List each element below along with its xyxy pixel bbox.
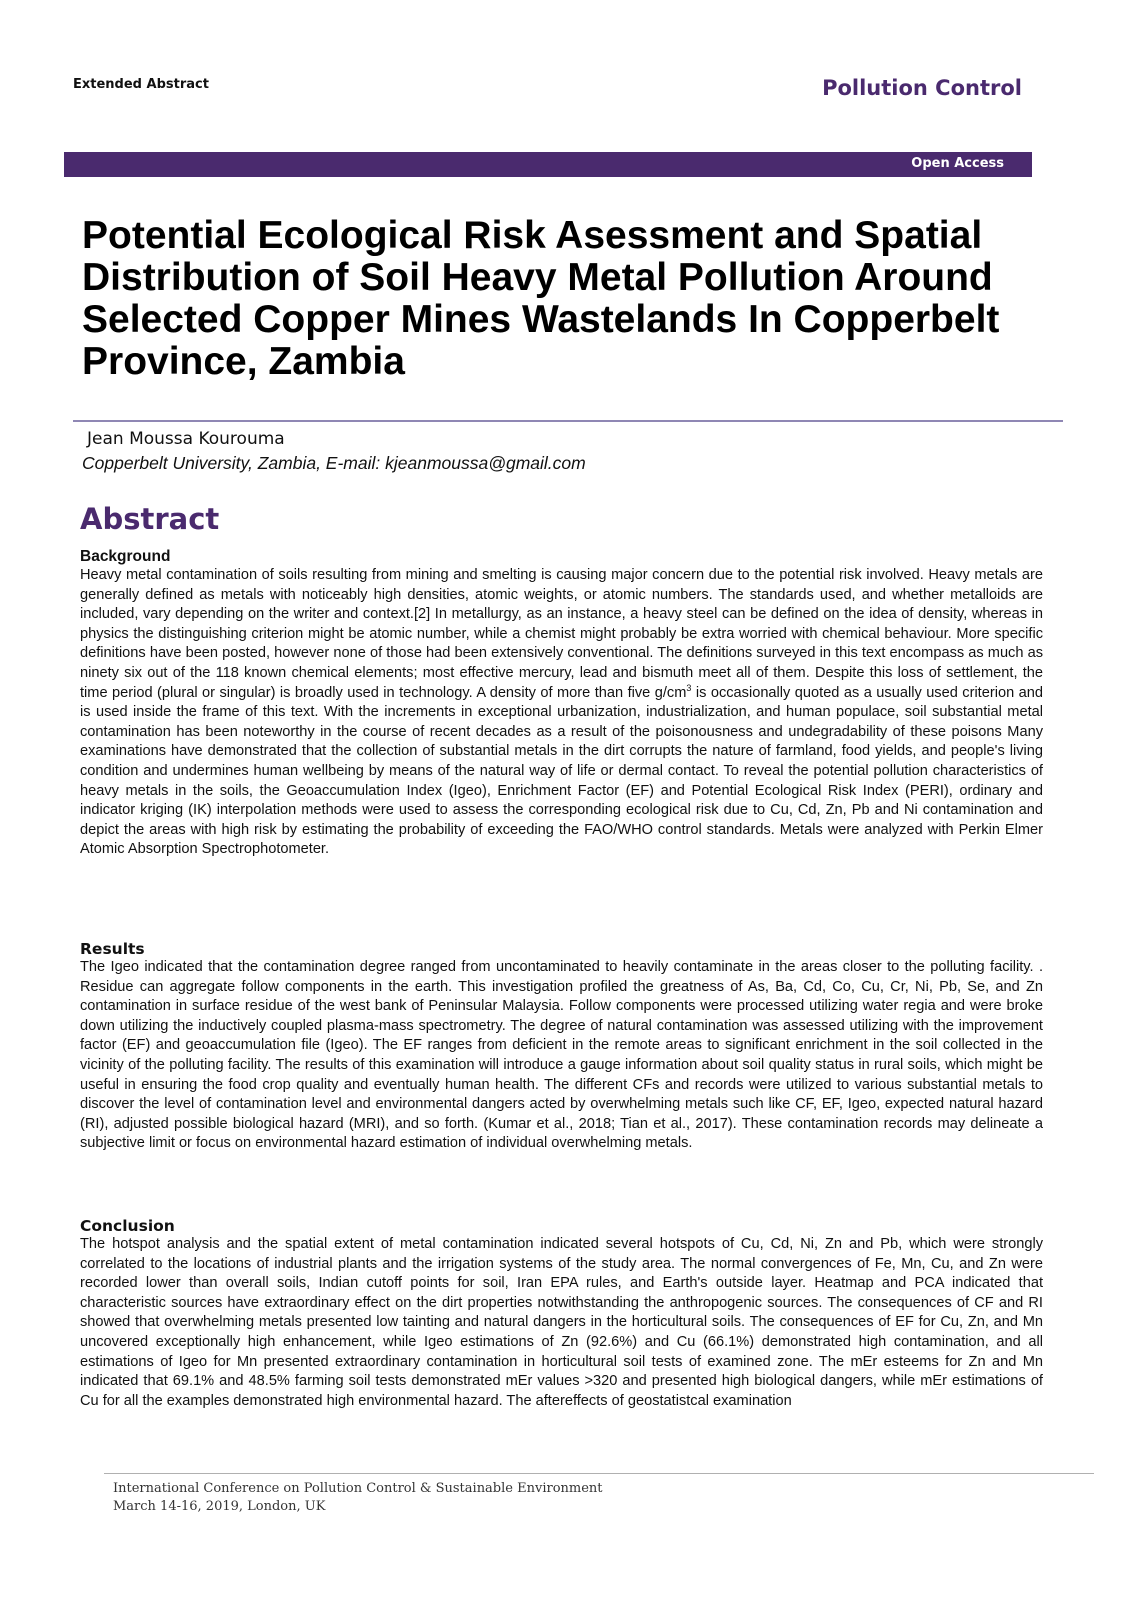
footer-date-place: March 14-16, 2019, London, UK [113, 1499, 326, 1514]
abstract-heading: Abstract [80, 502, 220, 536]
footer-divider [104, 1473, 1094, 1474]
density-superscript: 3 [686, 682, 692, 693]
background-heading: Background [80, 548, 171, 565]
conclusion-heading: Conclusion [80, 1217, 175, 1235]
header-band [64, 152, 1032, 177]
title-divider [73, 420, 1063, 422]
open-access-label: Open Access [911, 156, 1004, 171]
journal-name: Pollution Control [822, 76, 1022, 100]
background-paragraph [80, 566, 1043, 860]
author-affiliation: Copperbelt University, Zambia, E-mail: kjeanmoussa@gmail.com [82, 453, 586, 473]
results-paragraph: The Igeo indicated that the contamination degree ranged from uncontaminated to heavily contaminate in the areas closer to the polluting facility. . Residue can aggregate follow components in the earth. This investigation profiled the greatness of As, Ba, Cd, Co, Cu, Cr, Ni, Pb, Se, and Zn contamination in surface residue of the west bank of Peninsular Malaysia. Follow components were processed utilizing water regia and were broke down utilizing the inductively coupled plasma-mass spectrometry. The degree of natural contamination was assessed utilizing with the improvement factor (EF) and geoaccumulation file (Igeo). The EF ranges from deficient in the remote areas to significant enrichment in the soil collected in the vicinity of the polluting facility. The results of this examination will introduce a gauge information about soil quality status in rural soils, which might be useful in ensuring the food crop quality and eventually human health. The different CFs and records were utilized to various substantial metals to discover the level of contamination level and environmental dangers acted by overwhelming metals such like CF, EF, Igeo, expected natural hazard (RI), adjusted possible biological hazard (MRI), and so forth. (Kumar et al., 2018; Tian et al., 2017). These contamination records may delineate a subjective limit or focus on environmental hazard estimation of individual overwhelming metals. [80, 959, 1043, 1152]
footer-conference: International Conference on Pollution Control & Sustainable Environment [113, 1481, 603, 1496]
conclusion-paragraph: The hotspot analysis and the spatial extent of metal contamination indicated several hotspots of Cu, Cd, Ni, Zn and Pb, which were strongly correlated to the locations of industrial plants and the irrigation systems of the study area. The normal convergences of Fe, Mn, Cu, and Zn were recorded lower than overall soils, Indian cutoff points for soil, Iran EPA rules, and Earth's outside layer. Heatmap and PCA indicated that characteristic sources have extraordinary effect on the dirt properties notwithstanding the anthropogenic sources. The consequences of CF and RI showed that overwhelming metals presented low tainting and natural dangers in the horticultural soils. The consequences of EF for Cu, Zn, and Mn uncovered exceptionally high enhancement, while Igeo estimations of Zn (92.6%) and Cu (66.1%) demonstrated high contamination, and all estimations of Igeo for Mn presented extraordinary contamination in horticultural soil tests of examined zone. The mEr esteems for Zn and Mn indicated that 69.1% and 48.5% farming soil tests demonstrated mEr values >320 and presented high biological dangers, while mEr estimations of Cu for all the examples demonstrated high environmental hazard. The aftereffects of geostatistcal examination [80, 1236, 1043, 1409]
background-text-part2: is occasionally quoted as a usually used criterion and is used inside the frame of this text. With the increments in exceptional urbanization, industrialization, and human populace, soil substantial metal contamination has been noteworthy in the course of recent decades as a result of the poisonousness and undegradability of these poisons Many examinations have demonstrated that the collection of substantial metals in the dirt corrupts the nature of farmland, food yields, and people's living condition and undermines human wellbeing by means of the natural way of life or dermal contact. To reveal the potential pollution characteristics of heavy metals in the soils, the Geoaccumulation Index (Igeo), Enrichment Factor (EF) and Potential Ecological Risk Index (PERI), ordinary and indicator kriging (IK) interpolation methods were used to assess the corresponding ecological risk due to Cu, Cd, Zn, Pb and Ni contamination and depict the areas with high risk by estimating the probability of exceeding the FAO/WHO control standards. Metals were analyzed with Perkin Elmer Atomic Absorption Spectrophotometer. [80, 684, 1043, 858]
background-text-part1: Heavy metal contamination of soils resulting from mining and smelting is causing major concern due to the potential risk involved. Heavy metals are generally defined as metals with noticeably high densities, atomic weights, or atomic numbers. The standards used, and whether metalloids are included, vary depending on the writer and context.[2] In metallurgy, as an instance, a heavy steel can be defined on the idea of density, whereas in physics the distinguishing criterion might be atomic number, while a chemist might probably be extra worried with chemical behaviour. More specific definitions have been posted, however none of those had been extensively conventional. The definitions surveyed in this text encompass as much as ninety six out of the 118 known chemical elements; most effective mercury, lead and bismuth meet all of them. Despite this loss of settlement, the time period (plural or singular) is broadly used in technology. A density of more than five g/cm [80, 567, 1043, 701]
document-type-label: Extended Abstract [73, 77, 209, 92]
author-name: Jean Moussa Kourouma [87, 429, 285, 449]
results-heading: Results [80, 940, 145, 958]
article-title: Potential Ecological Risk Asessment and Spatial Distribution of Soil Heavy Metal Pollution Around Selected Copper Mines Wastelands In Copperbelt Province, Zambia [82, 214, 1000, 383]
